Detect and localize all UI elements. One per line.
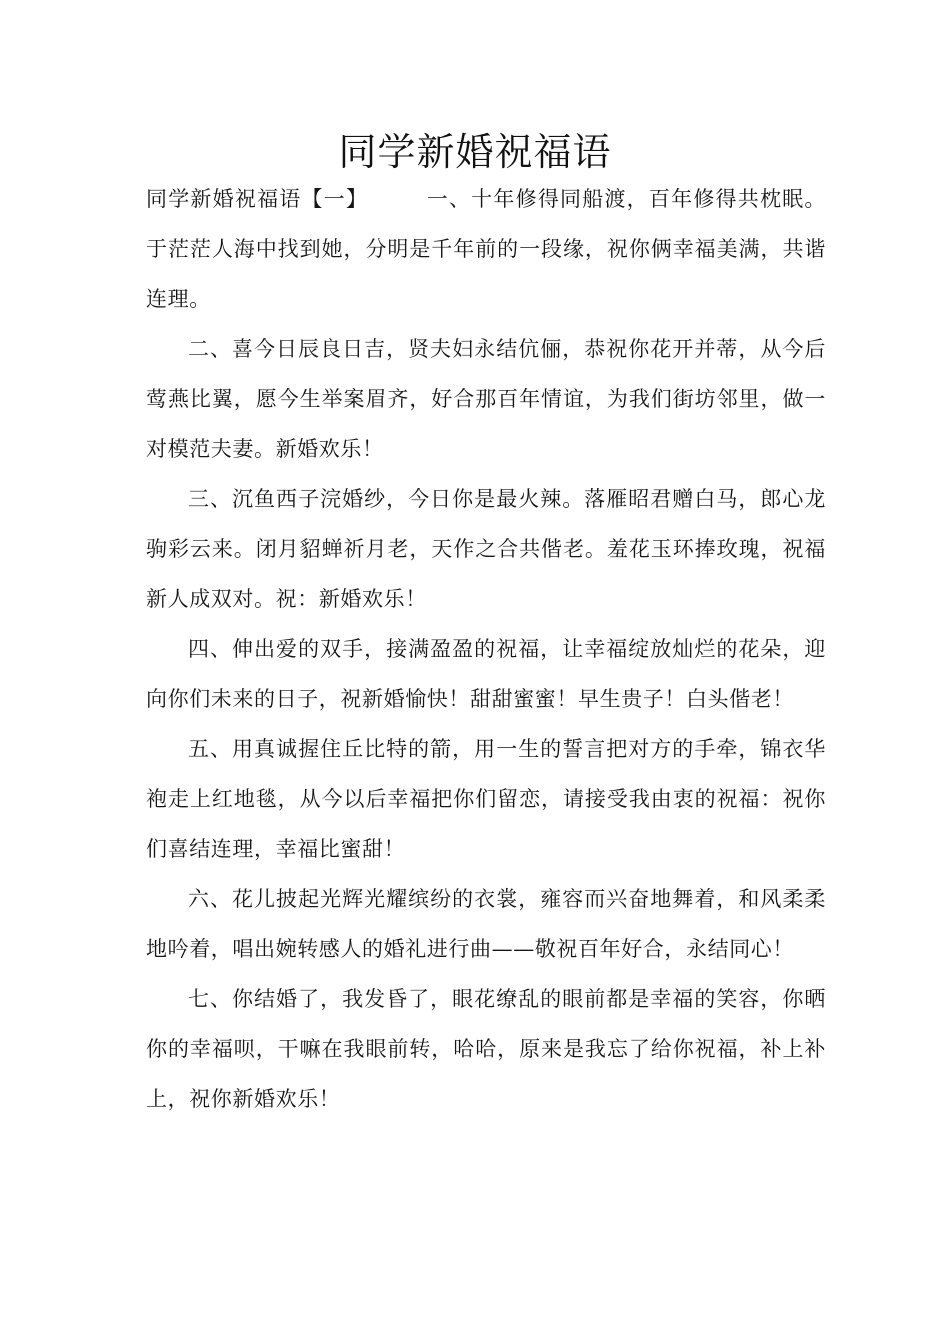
paragraph-5: 五、用真诚握住丘比特的箭，用一生的誓言把对方的手牵，锦衣华袍走上红地毯，从今以后幸福把你们留恋，请接受我由衷的祝福：祝你们喜结连理，幸福比蜜甜！ xyxy=(146,737,826,861)
paragraph-1 xyxy=(146,174,826,324)
paragraph-3: 三、沉鱼西子浣婚纱，今日你是最火辣。落雁昭君赠白马，郎心龙驹彩云来。闭月貂蝉祈月老，天作之合共偕老。羞花玉环捧玫瑰，祝福新人成双对。祝：新婚欢乐！ xyxy=(146,487,826,611)
document-title: 同学新婚祝福语 xyxy=(338,130,612,174)
paragraph-7: 七、你结婚了，我发昏了，眼花缭乱的眼前都是幸福的笑容，你晒你的幸福呗，干嘛在我眼前转，哈哈，原来是我忘了给你祝福，补上补上，祝你新婚欢乐！ xyxy=(146,987,826,1111)
paragraph-4: 四、伸出爱的双手，接满盈盈的祝福，让幸福绽放灿烂的花朵，迎向你们未来的日子，祝新婚愉快！甜甜蜜蜜！早生贵子！白头偕老！ xyxy=(146,637,826,711)
intro-heading: 同学新婚祝福语【一】 xyxy=(146,187,369,211)
document-body xyxy=(146,174,826,1124)
paragraph-2: 二、喜今日辰良日吉，贤夫妇永结伉俪，恭祝你花开并蒂，从今后莺燕比翼，愿今生举案眉齐，好合那百年情谊，为我们街坊邻里，做一对模范夫妻。新婚欢乐！ xyxy=(146,337,826,461)
paragraph-1-text: 一、十年修得同船渡，百年修得共枕眠。于茫茫人海中找到她，分明是千年前的一段缘，祝你俩幸福美满，共谐连理。 xyxy=(146,187,826,311)
paragraph-6: 六、花儿披起光辉光耀缤纷的衣裳，雍容而兴奋地舞着，和风柔柔地吟着，唱出婉转感人的婚礼进行曲——敬祝百年好合，永结同心！ xyxy=(146,887,826,961)
